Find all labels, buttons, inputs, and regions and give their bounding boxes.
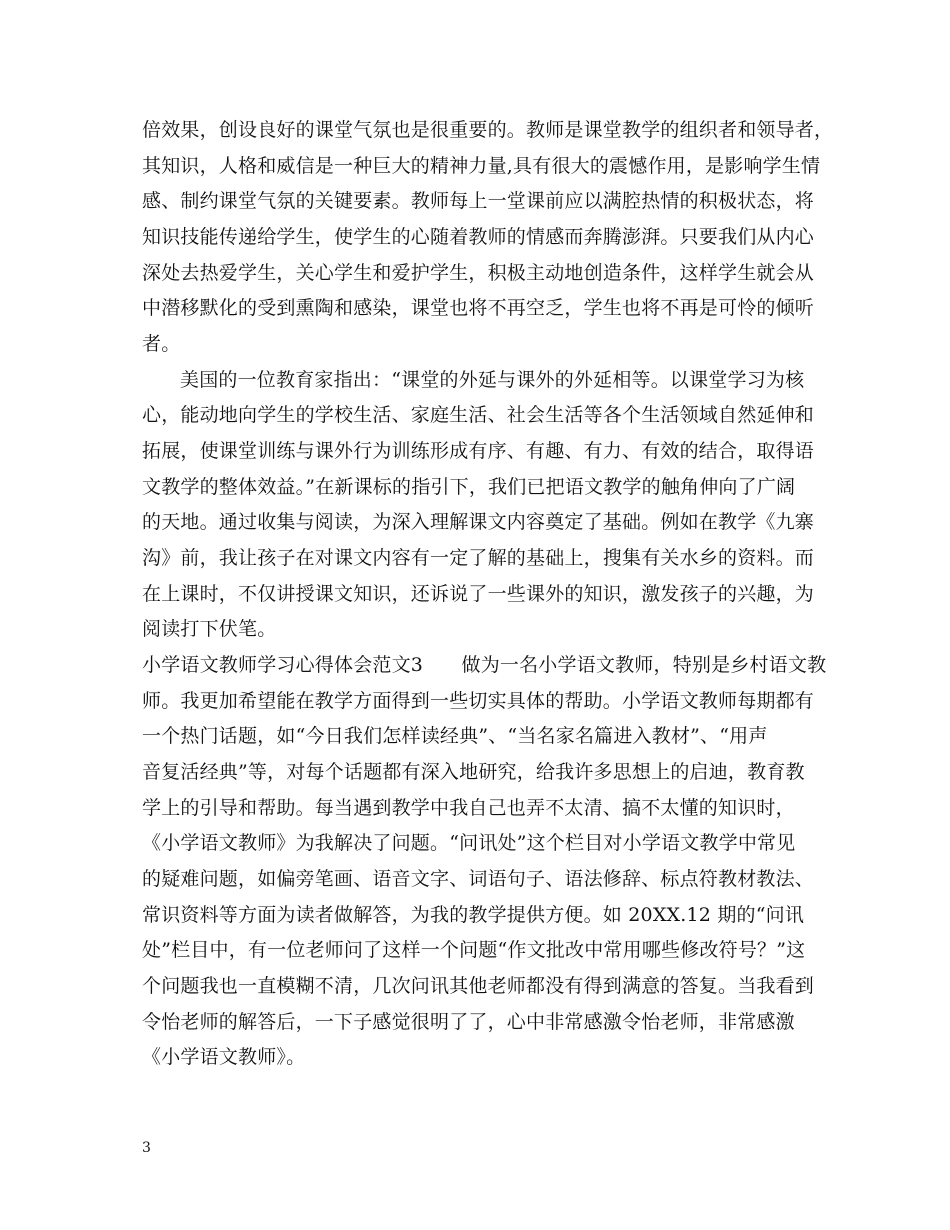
text-line: 美国的一位教育家指出：“课堂的外延与课外的外延相等。以课堂学习为核 xyxy=(180,369,805,391)
text-line: 常识资料等方面为读者做解答，为我的教学提供方便。如 20XX.12 期的“问讯 xyxy=(142,904,805,926)
text-line: 《小学语文教师》为我解决了问题。“问讯处”这个栏目对小学语文教学中常见 xyxy=(142,832,796,854)
text-line: 一个热门话题，如“今日我们怎样读经典”、“当名家名篇进入教材”、“用声 xyxy=(142,725,768,747)
text-line: 知识技能传递给学生，使学生的心随着教师的情感而奔腾澎湃。只要我们从内心 xyxy=(142,226,815,248)
section-heading-line: 小学语文教师学习心得体会范文3 做为一名小学语文教师，特别是乡村语文教 xyxy=(142,654,827,676)
text-line: 深处去热爱学生，关心学生和爱护学生，积极主动地创造条件，这样学生就会从 xyxy=(142,262,815,284)
text-line: 拓展，使课堂训练与课外行为训练形成有序、有趣、有力、有效的结合，取得语 xyxy=(142,440,815,462)
text-line: 其知识，人格和威信是一种巨大的精神力量,具有很大的震憾作用，是影响学生情 xyxy=(142,155,821,177)
text-line: 感、制约课堂气氛的关键要素。教师每上一堂课前应以满腔热情的积极状态，将 xyxy=(142,190,815,212)
text-line: 阅读打下伏笔。 xyxy=(142,618,277,640)
text-line: 处”栏目中，有一位老师问了这样一个问题“作文批改中常用哪些修改符号？”这 xyxy=(142,939,806,961)
text-line: 的疑难问题，如偏旁笔画、语音文字、词语句子、语法修辞、标点符教材教法、 xyxy=(142,868,815,890)
text-line: 个问题我也一直模糊不清，几次问讯其他老师都没有得到满意的答复。当我看到 xyxy=(142,975,815,997)
text-line: 的天地。通过收集与阅读，为深入理解课文内容奠定了基础。例如在教学《九寨 xyxy=(142,511,815,533)
text-line: 学上的引导和帮助。每当遇到教学中我自己也弄不太清、搞不太懂的知识时， xyxy=(142,797,795,819)
text-line: 师。我更加希望能在教学方面得到一些切实具体的帮助。小学语文教师每期都有 xyxy=(142,690,815,712)
text-line: 文教学的整体效益。”在新课标的指引下，我们已把语文教学的触角伸向了广阔 xyxy=(142,476,796,498)
text-line: 中潜移默化的受到熏陶和感染，课堂也将不再空乏，学生也将不再是可怜的倾听 xyxy=(142,297,815,319)
text-line: 《小学语文教师》。 xyxy=(142,1046,306,1068)
text-line: 沟》前，我让孩子在对课文内容有一定了解的基础上，搜集有关水乡的资料。而 xyxy=(142,547,815,569)
page-number: 3 xyxy=(142,1140,151,1156)
text-line: 音复活经典”等，对每个话题都有深入地研究，给我许多思想上的启迪，教育教 xyxy=(142,761,805,783)
text-line: 者。 xyxy=(142,333,181,355)
text-line: 心，能动地向学生的学校生活、家庭生活、社会生活等各个生活领域自然延伸和 xyxy=(142,404,815,426)
text-line: 令怡老师的解答后，一下子感觉很明了了，心中非常感激令怡老师，非常感激 xyxy=(142,1011,795,1033)
text-line: 在上课时，不仅讲授课文知识，还诉说了一些课外的知识，激发孩子的兴趣，为 xyxy=(142,583,815,605)
text-line: 倍效果，创设良好的课堂气氛也是很重要的。教师是课堂教学的组织者和领导者， xyxy=(142,119,834,141)
